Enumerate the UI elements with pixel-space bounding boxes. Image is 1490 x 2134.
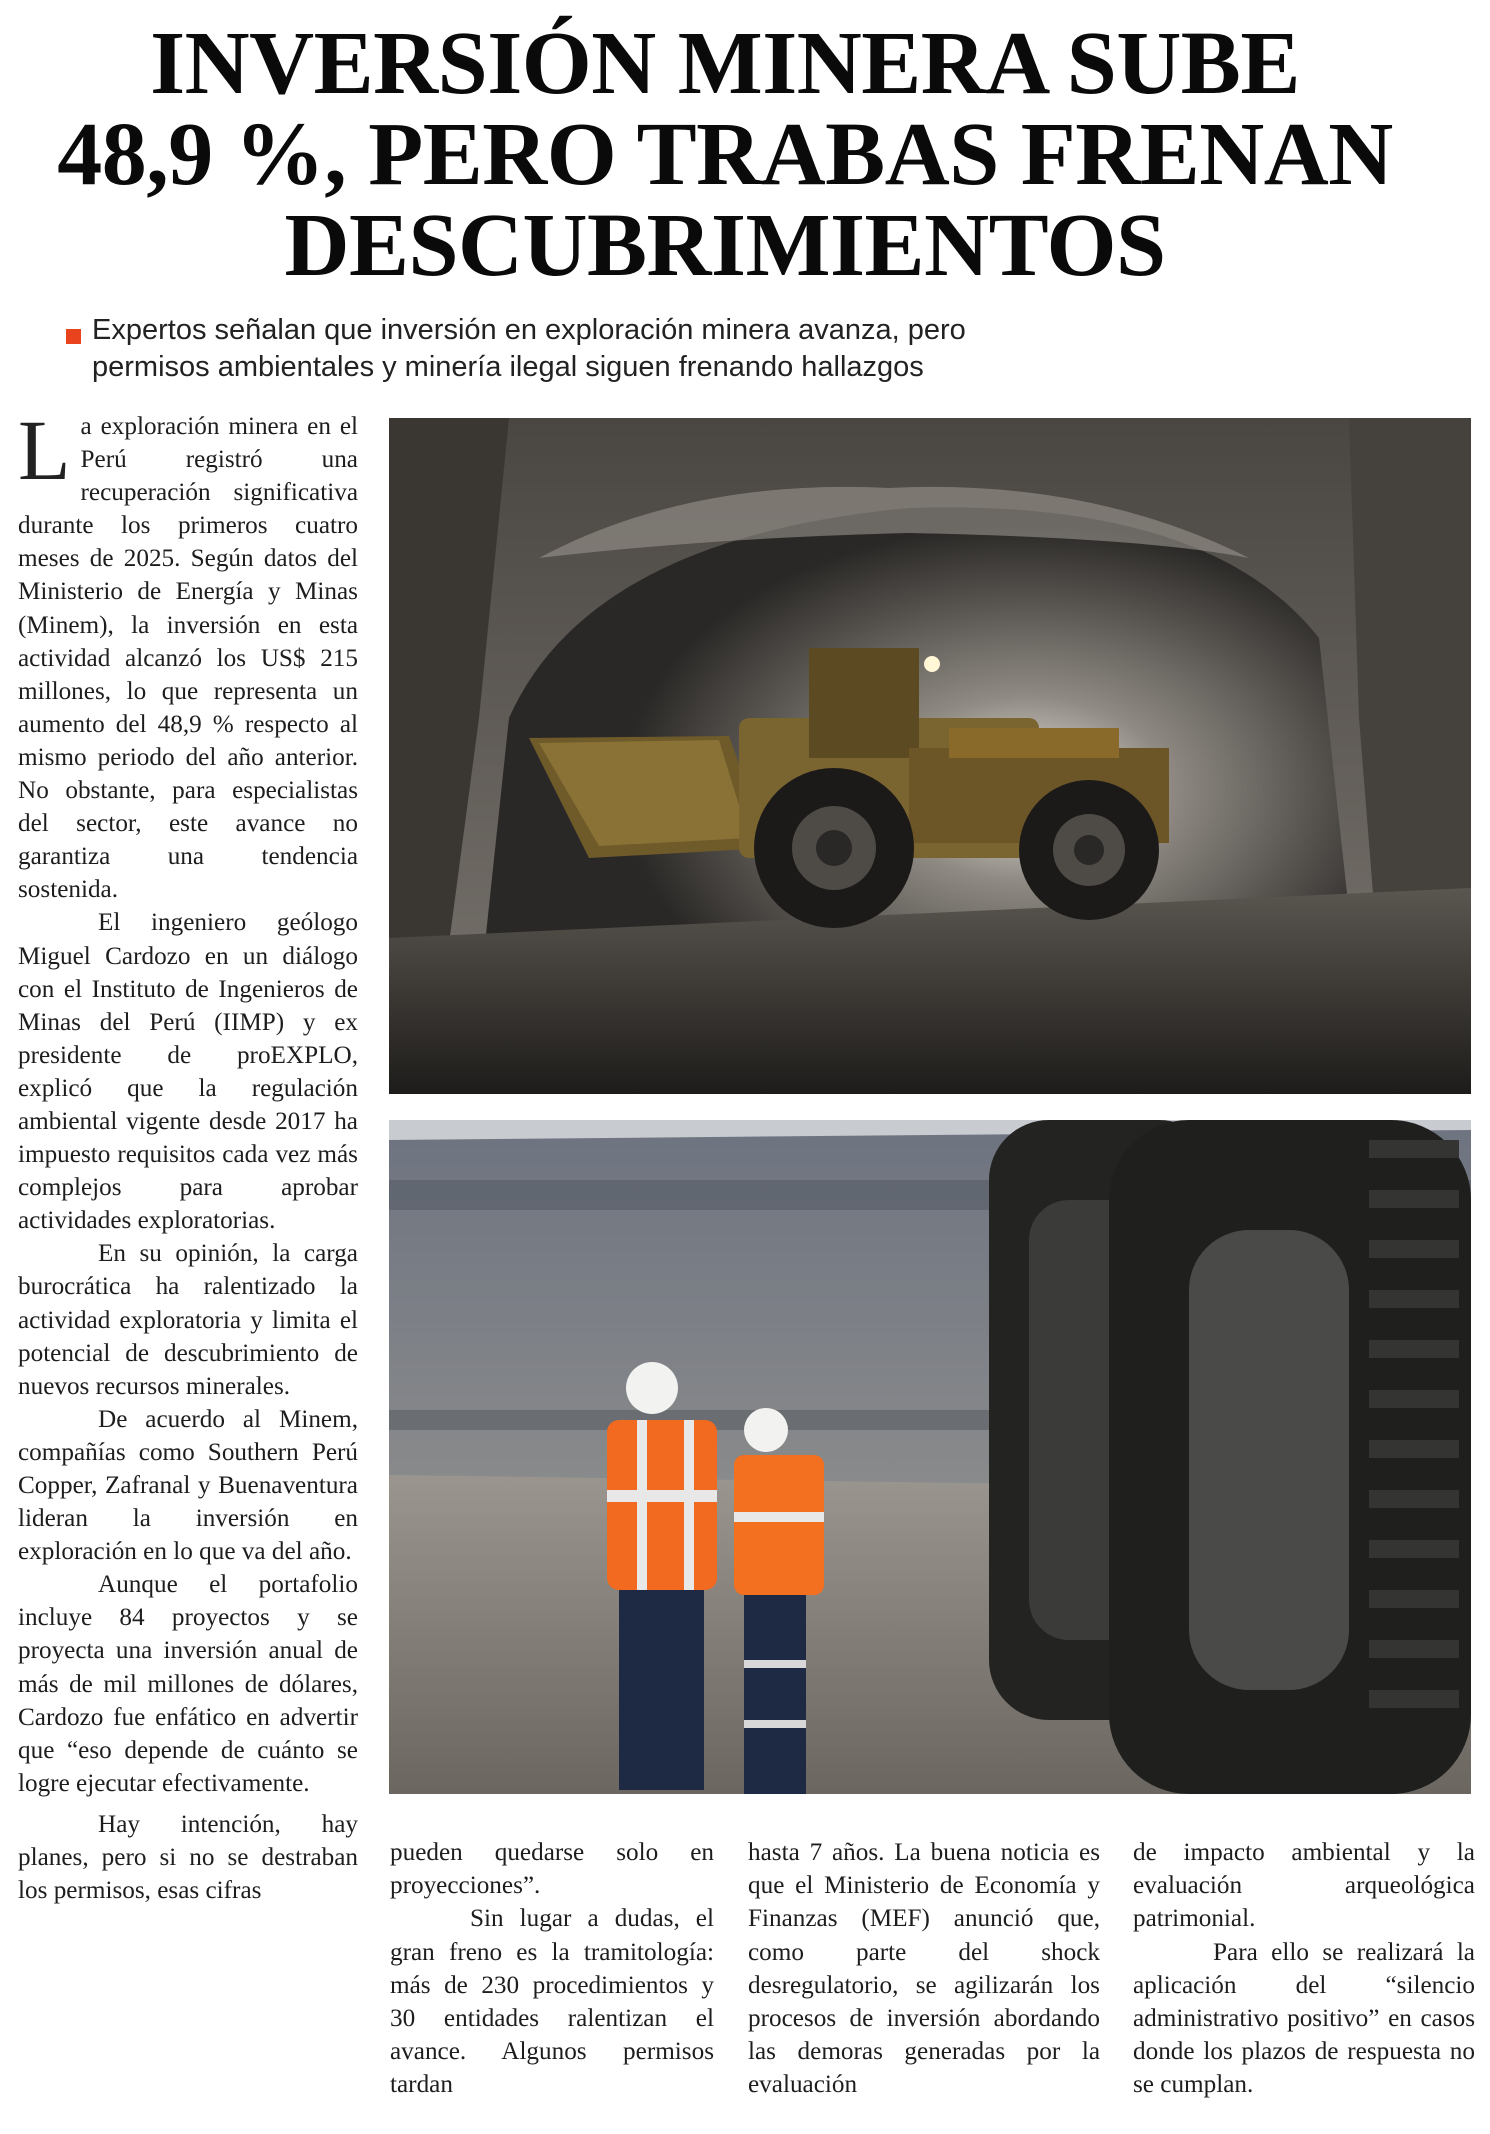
photo-workers-haul-truck (389, 1120, 1471, 1794)
paragraph-1-text: a exploración minera en el Perú registró una recuperación significativa durante los primeros cuatro meses de 2025. Según datos del Ministerio de Energía y Minas (Minem), la inversión en esta actividad alcanzó los US$ 215 millones, lo que representa un aumento del 48,9 % respecto al mismo periodo del año anterior. No obstante, para especialistas del sector, este avance no garantiza una tendencia sostenida. (18, 413, 358, 904)
column-2-paragraph-2: Sin lugar a dudas, el gran freno es la tramitología: más de 230 procedimientos y 30 entidades ralentizan el avance. Algunos permisos tardan (390, 1905, 714, 2099)
article-column-2 (390, 1836, 714, 2102)
column-4-paragraph-2: Para ello se realizará la aplicación del “silencio administrativo positivo” en casos donde los plazos de respuesta no se cumplan. (1133, 1938, 1475, 2099)
subheadline-line-2: permisos ambientales y minería ilegal siguen frenando hallazgos (92, 351, 924, 383)
article-column-3 (748, 1836, 1100, 2102)
article-column-1 (18, 402, 358, 1907)
headline-line-3: DESCUBRIMIENTOS (284, 196, 1166, 295)
paragraph-4: De acuerdo al Minem, compañías como Southern Perú Copper, Zafranal y Buenaventura lideran la inversión en exploración en lo que va del año. (18, 1405, 358, 1566)
article-column-4 (1133, 1836, 1475, 2102)
headline (20, 14, 1430, 295)
drop-cap: L (18, 402, 71, 498)
subheadline (92, 312, 1092, 386)
headline-line-2: 48,9 %, PERO TRABAS FRENAN (57, 105, 1393, 204)
column-3-paragraph-1: hasta 7 años. La buena noticia es que el Ministerio de Economía y Finanzas (MEF) anunció que, como parte del shock desregulatorio, se agilizarán los procesos de inversión abordando las demoras generadas por la evaluación (748, 1839, 1100, 2099)
paragraph-5: Aunque el portafolio incluye 84 proyectos y se proyecta una inversión anual de más de mil millones de dólares, Cardozo fue enfático en advertir que “eso depende de cuánto se logre ejecutar efectivamente. (18, 1571, 358, 1797)
subheadline-line-1: Expertos señalan que inversión en exploración minera avanza, pero (92, 314, 966, 346)
paragraph-3: En su opinión, la carga burocrática ha ralentizado la actividad exploratoria y limita el potencial de descubrimiento de nuevos recursos minerales. (18, 1240, 358, 1400)
deck-bullet-icon (66, 329, 81, 344)
column-2-paragraph-1: pueden quedarse solo en proyecciones”. (390, 1839, 714, 1900)
column-4-paragraph-1: de impacto ambiental y la evaluación arqueológica patrimonial. (1133, 1839, 1475, 1933)
photo-underground-mine-loader (389, 418, 1471, 1094)
paragraph-2: El ingeniero geólogo Miguel Cardozo en un diálogo con el Instituto de Ingenieros de Minas del Perú (IIMP) y ex presidente de proEXPLO, explicó que la regulación ambiental vigente desde 2017 ha impuesto requisitos cada vez más complejos para aprobar actividades exploratorias. (18, 909, 358, 1235)
paragraph-1 (18, 402, 358, 906)
headline-line-1: INVERSIÓN MINERA SUBE (150, 14, 1300, 113)
paragraph-6: Hay intención, hay planes, pero si no se destraban los permisos, esas cifras (18, 1810, 358, 1905)
